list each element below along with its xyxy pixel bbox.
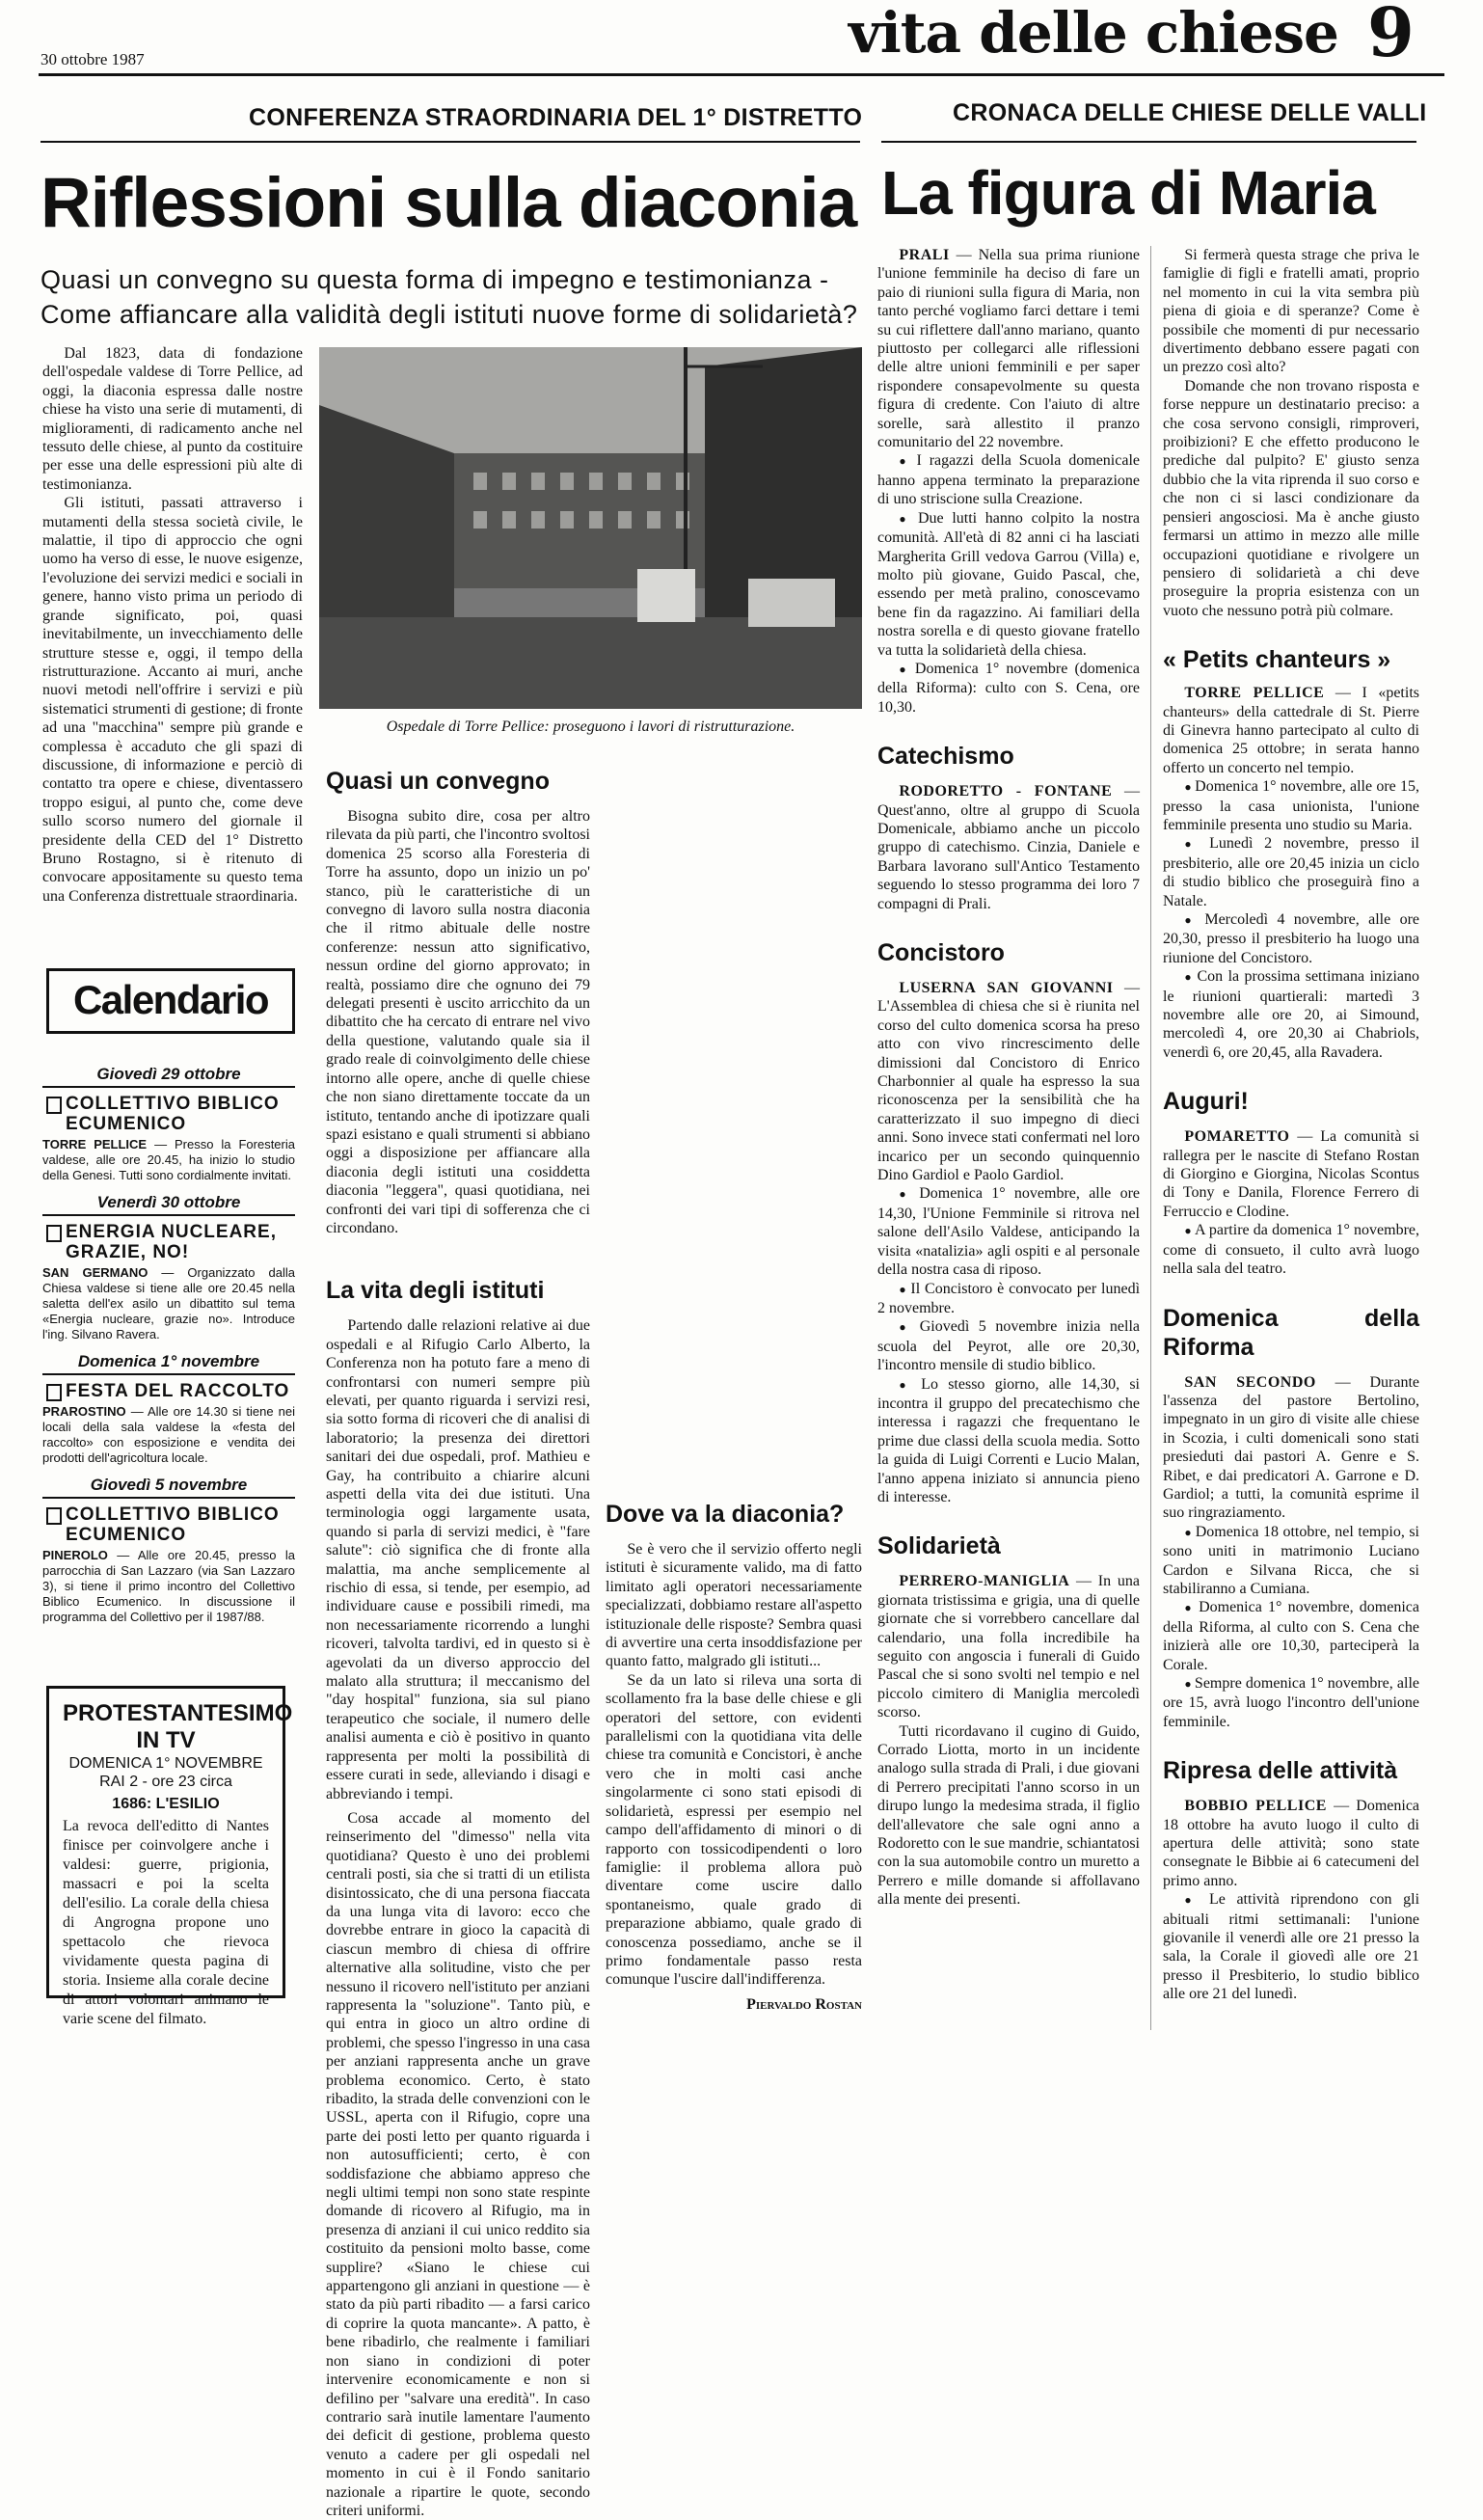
petits-bullet: ● Con la prossima settimana iniziano le riunioni quartierali: martedì 3 novembre alle ore 20, ai Simound, mercoledì 4, ore 20,30 ai Chabriols, venerdì 6, ore 20,45, alla Ravadera. xyxy=(1163,967,1419,1062)
riforma-bullet: ● Domenica 18 ottobre, nel tempio, si sono uniti in matrimonio Luciano Cardon e Silvana Ricca, che si stabiliranno a Cumiana. xyxy=(1163,1523,1419,1599)
hospital-photo xyxy=(319,347,862,709)
calendar-event-title: ENERGIA NUCLEARE, GRAZIE, NO! xyxy=(42,1222,295,1262)
calendar-event-title: FESTA DEL RACCOLTO xyxy=(42,1381,295,1401)
section2-continued xyxy=(606,767,862,1485)
place-name: TORRE PELLICE xyxy=(1184,685,1325,702)
section3-paragraph-1: Se è vero che il servizio offerto negli istituti è sicuramente valido, ma di fatto limitato agli operatori necessariamente specializzati, dobbiamo restare all'aspetto istituzionale delle risposte? Sembra quasi di avvertire una certa insoddisfazione per quanto fatto, malgrado gli istituti... xyxy=(606,1541,862,1670)
calendar-detail: — Alle ore 20.45, presso la parrocchia di San Lazzaro (via San Lazzaro 3), si tiene il primo incontro del Collettivo Biblico Ecumenico. In discussione il programma del Collettivo per il 1987/88. xyxy=(42,1548,295,1624)
calendar-place: PINEROLO xyxy=(42,1548,108,1562)
prali-bullet: ● I ragazzi della Scuola domenicale hanno appena terminato la preparazione di uno striscione sulla Creazione. xyxy=(877,451,1140,508)
tv-description: La revoca dell'editto di Nantes finisce per coinvolgere anche i valdesi: guerre, prigionia, massacri e poi la scelta dell'esilio. La corale della chiesa di Angrogna propone uno spettacolo che rievoca vividamente questa pagina di storia. Insieme alla corale decine di attori volontari animano le varie scene del filmato. xyxy=(63,1818,269,2027)
header-rule xyxy=(39,73,1444,76)
calendar-place: SAN GERMANO xyxy=(42,1265,148,1280)
riforma-bullet: ● Domenica 1° novembre, domenica della Riforma, al culto con S. Cena che inizierà alle ore 10,30, parteciperà la Corale. xyxy=(1163,1598,1419,1674)
ripresa-bullet: ● Le attività riprendono con gli abituali ritmi settimanali: l'unione giovanile il venerdì alle ore 21 presso la sala, la Corale il giovedì alle ore 21 presso il Presbiterio, lo studio biblico alle ore 21 del lunedì. xyxy=(1163,1890,1419,2003)
news-text: — In una giornata tristissima e grigia, una di quelle giornate che si vorrebbero cancellare dal calendario, una folla incredibile ha seguito con angoscia i funerali di Guido Pascal che si sono svolti nel tempio e nel piccolo cimitero di Maniglia mercoledì scorso. xyxy=(877,1573,1140,1721)
solidarieta-news xyxy=(877,1572,1140,1721)
concistoro-bullet: ● Il Concistoro è convocato per lunedì 2 novembre. xyxy=(877,1280,1140,1318)
place-name: POMARETTO xyxy=(1184,1128,1290,1146)
subheading-vita-istituti: La vita degli istituti xyxy=(326,1277,545,1305)
prali-bullet: ● Domenica 1° novembre (domenica della Riforma): culto con S. Cena, ore 10,30. xyxy=(877,660,1140,717)
calendar-event-title: COLLETTIVO BIBLICO ECUMENICO xyxy=(42,1504,295,1545)
page-number: 9 xyxy=(1367,0,1415,72)
calendar-heading-box xyxy=(46,968,295,1034)
reflection-paragraph-1: Si fermerà questa strage che priva le famiglie di figli e fratelli amati, proprio nel momento in cui la vita sembra più piena di gioia e di speranze? Come è possibile che momenti di pur necessario divertimento debbano essere pagati con un prezzo così alto? xyxy=(1163,247,1419,376)
article2-headline: La figura di Maria xyxy=(881,158,1375,228)
subheading-auguri: Auguri! xyxy=(1163,1088,1249,1116)
article1-intro-column xyxy=(42,344,303,906)
section3-paragraph-2: Se da un lato si rileva una sorta di scollamento fra la base delle chiese e gli operatori del settore, con evidenti parallelismi con la quotidiana vita delle chiese tra comunità e Concistori, è anche vero che in molti casi anche singolarmente ci sono stati episodi di solidarietà, espressi per esempio nel campo dell'affidamento di minori o di rapporto con tossicodipendenti o loro famiglie: il problema allora può diventare come uscire dallo spontaneismo, quale grado di preparazione abbiamo, quale grado di conoscenza possediamo, anche se il primo fondamentale passo resta comunque l'uscire dall'indifferenza. xyxy=(606,1671,862,1989)
ripresa-news xyxy=(1163,1797,1419,1890)
place-name: SAN SECONDO xyxy=(1184,1373,1316,1391)
calendar-event-text xyxy=(42,1404,295,1466)
tv-program: 1686: L'ESILIO xyxy=(112,1796,220,1812)
petits-news xyxy=(1163,684,1419,777)
tv-title: PROTESTANTESIMO IN TV xyxy=(63,1700,293,1753)
calendar-detail: — Presso la Foresteria valdese, alle ore 20.45, ha inizio lo studio della Genesi. Tutti sono cordialmente invitati. xyxy=(42,1137,295,1182)
concistoro-news xyxy=(877,979,1140,1184)
calendar-entry xyxy=(42,1065,295,1183)
section2-paragraph-2: Cosa accade al momento del reinserimento del "dimesso" nella vita quotidiana? Questo è uno dei problemi centrali posti, sia che si tratti di un etilista disintossicato, che di una persona fiaccata da una lunga vita di lavoro: ecco che dovrebbe entrare in gioco la capacità di ciascun membro di chiesa di offrire alternative alla solitudine, visto che per nessuno il ricovero nell'istituto per anziani rappresenta la "soluzione". Tanto più, e qui entra in gioco un altro ordine di problemi, che spesso l'ingresso in una casa per anziani rappresenta anche un grave problema economico. Certo, è stato ribadito, la strada delle convenzioni con le USSL, aperta con il Rifugio, copre una parte dei posti letto per quanto riguarda i non autosufficienti; certo, è con soddisfazione che abbiamo appreso che negli ultimi tempi non sono state respinte domande di ricovero al Rifugio, ma in presenza di anziani il cui unico reddito sia costituito da pensioni molto basse, come supplire? «Siano le chiese cui appartengono gli anziani in questione — è stato da più parti ribadito — a farsi carico di coprire la quota mancante». A patto, è bene ribadirlo, che realmente i familiari non siano in condizioni di poter intervenire economicamente e non si defilino per "salvare una eredità". In caso contrario sarà inutile lamentare l'aumento dei deficit di gestione, problema questo venuto a cadere per gli ospedali nel momento in cui è il Fondo sanitario nazionale a ripartire le quote, secondo criteri uniformi. xyxy=(326,1809,590,2519)
section-title: vita delle chiese xyxy=(849,0,1338,66)
subheading-solidarieta: Solidarietà xyxy=(877,1532,1001,1560)
place-name: BOBBIO PELLICE xyxy=(1184,1798,1327,1815)
subheading-ripresa: Ripresa delle attività xyxy=(1163,1757,1398,1785)
calendar-entry xyxy=(42,1352,295,1466)
calendar-day: Giovedì 5 novembre xyxy=(42,1476,295,1499)
auguri-bullet: ● A partire da domenica 1° novembre, come di consueto, il culto avrà luogo nella sala del teatro. xyxy=(1163,1221,1419,1278)
subheading-concistoro: Concistoro xyxy=(877,939,1005,966)
riforma-bullet: ● Sempre domenica 1° novembre, alle ore 15, avrà luogo l'incontro dell'unione femminile. xyxy=(1163,1674,1419,1731)
calendar-event-text xyxy=(42,1137,295,1183)
article2-column-1 xyxy=(877,246,1140,1910)
photo-caption: Ospedale di Torre Pellice: proseguono i lavori di ristrutturazione. xyxy=(386,718,795,735)
section2-paragraph-1: Partendo dalle relazioni relative ai due ospedali e al Rifugio Carlo Alberto, la Conferenza non ha potuto fare a meno di confrontarsi con numeri sempre più elevati, per quanto riguarda i servizi resi, sia sotto forma di ricoveri che di analisi di laboratorio; la presenza dei direttori sanitari dei due ospedali, prof. Mathieu e Gay, ha contribuito a chiarire alcuni aspetti della vita dei due istituti. Una terminologia oggi largamente usata, quando si parla di servizi medici, è "fare salute": ciò significa che di fronte alla malattia, ma anche semplicemente al rischio di essa, si tende, per esempio, ad individuare cause e possibili rimedi, ma non necessariamente ricorrendo a lunghi ricoveri, talvolta tardivi, ed in questo si è agevolati da un diverso approccio del malato alla struttura; il meccanismo del "day hospital" funziona, sia sul piano terapeutico che sociale, il numero delle analisi aumenta e ciò è positivo in quanto rappresenta per molti la possibilità di essere curati in sede, alleviando i disagi e abbreviando i tempi. xyxy=(326,1317,590,1802)
calendar-title: Calendario xyxy=(72,977,269,1022)
section1-paragraph: Bisogna subito dire, cosa per altro rilevata da più parti, che l'incontro svoltosi domenica 25 scorso alla Foresteria di Torre ha assunto, dopo un inizio un po' stanco, più le caratteristiche di un convegno di lavoro sulla nostra diaconia che il ritmo abituale delle nostre conferenze: nessun atto significativo, nessun ordine del giorno approvato; in realtà, possiamo dire che ognuno dei 79 delegati presenti è uscito arricchito da un dibattito che ha cercato di entrare nel vivo della questione, valutando quale sia il grado reale di coinvolgimento delle chiese intorno alle opere, anche di quelle chiese che non siano direttamente toccate da un istituto, tentando anche di ipotizzare quali spazi esistano e quali strumenti si abbiano oggi a disposizione per affiancare alla diaconia degli istituti una cosiddetta diaconia "leggera", quasi quotidiana, nei confronti dei vari tipi di sofferenza che ci circondano. xyxy=(326,808,590,1236)
news-text: — Domenica 18 ottobre ha avuto luogo il culto di apertura delle attività; sono state consegnate le Bibbie ai 6 catecumeni del primo anno. xyxy=(1163,1798,1420,1889)
article1-intro-2: Gli istituti, passati attraverso i mutamenti della stessa società civile, le malattie, il tipo di approccio che ogni uomo ha verso di esse, le nuove esigenze, l'evoluzione dei servizi medici e sociali in genere, hanno visto prima un periodo di grande significato, poi, quasi inevitabilmente, un invecchiamento delle strutture stesse e, oggi, il tempo della ristrutturazione. Accanto ai muri, anche nuovi metodi nell'offrire i servizi e più sistematici strumenti di gestione; di fronte ad una "macchina" sempre più grande e complessa è accaduto che gli spazi di discussione, di informazione e perciò di contatto tra opere e chiese, diventassero troppo esigui, al punto che, come deve sullo scorso numero del giornale il presidente della CED del 1° Distretto Bruno Rostagno, si è ritenuto di convocare appositamente su questo tema una Conferenza distrettuale straordinaria. xyxy=(42,495,303,905)
article1-headline: Riflessioni sulla diaconia xyxy=(40,164,857,242)
article-signature: Piervaldo Rostan xyxy=(746,1995,862,2013)
concistoro-bullet: ● Lo stesso giorno, alle 14,30, si incontra il gruppo del precatechismo che interessa i ragazzi che frequentano le prime due classi della scuola media. Sotto la guida di Luigi Correnti e Lucio Malan, l'anno appena iniziato si annuncia pieno di interesse. xyxy=(877,1375,1140,1507)
petits-bullet: ● Mercoledì 4 novembre, alle ore 20,30, presso il presbiterio ha luogo una riunione del Concistoro. xyxy=(1163,910,1419,967)
news-text: — Durante l'assenza del pastore Bertolino, impegnato in un giro di visite alle chiese in Scozia, i culti domenicali sono stati presieduti dai pastori A. Genre e S. Ribet, e dai predicatori A. Garrone e D. Gardiol; a tutti, la comunità esprime il suo ringraziamento. xyxy=(1163,1373,1419,1522)
news-text: — Nella sua prima riunione l'unione femminile ha deciso di fare un paio di riunioni sulla figura di Maria, non tanto perché vogliamo farci dettare i temi su cui riflettere dall'anno mariano, quanto piuttosto per collegarci alle riflessioni delle altre unioni femminili e per saper rispondere consapevolmente su questa figura di credente. Con l'aiuto di altre sorelle, sarà allestito il pranzo comunitario del 22 novembre. xyxy=(877,247,1141,451)
article1-column-2 xyxy=(326,767,590,2519)
calendar-event-text xyxy=(42,1265,295,1342)
place-name: PRALI xyxy=(899,247,950,263)
article2-column-2 xyxy=(1163,246,1419,2004)
concistoro-bullet: ● Giovedì 5 novembre inizia nella scuola del Peyrot, alle ore 20,30, l'incontro mensile di studio biblico. xyxy=(877,1317,1140,1374)
subheading-domenica-riforma: Domenica della Riforma xyxy=(1163,1304,1419,1361)
concistoro-bullet: ● Domenica 1° novembre, alle ore 14,30, l'Unione Femminile si ritrova nel salone dell'Asilo Valdese, anticipando la visita «natalizia» agli ospiti e al personale della nostra casa di riposo. xyxy=(877,1184,1140,1279)
petits-bullet: ● Lunedì 2 novembre, presso il presbiterio, alle ore 20,45 inizia un ciclo di studio biblico che proseguirà fino a Natale. xyxy=(1163,834,1419,910)
calendar-event-title: COLLETTIVO BIBLICO ECUMENICO xyxy=(42,1094,295,1134)
article1-kicker: CONFERENZA STRAORDINARIA DEL 1° DISTRETTO xyxy=(249,104,863,131)
article1-column-3 xyxy=(606,767,862,2014)
article1-standfirst: Quasi un convegno su questa forma di impegno e testimonianza - Come affiancare alla validità degli istituti nuove forme di solidarietà? xyxy=(40,265,858,329)
reflection-paragraph-2: Domande che non trovano risposta e forse neppure un destinatario preciso: a che cosa servono consigli, rimproveri, proibizioni? E che effetto producono le prediche dal pulpito? E' giusto senza dubbio che la vita riprenda il suo corso e che non ci si lasci condizionare da pensieri angosciosi. Ma è anche giusto fermarsi un attimo in mezzo alle mille occupazioni quotidiane e rivolgere un pensiero di solidarietà a chi deve proseguire la propria esistenza con un vuoto che nessuno potrà più colmare. xyxy=(1163,377,1419,619)
calendar-entry xyxy=(42,1476,295,1625)
prali-bullet: ● Due lutti hanno colpito la nostra comunità. All'età di 82 anni ci ha lasciati Margherita Grill vedova Garrou (Villa) e, molto più giovane, Guido Pascal, che, essendo per metà pralino, conoscevamo bene fin da ragazzino. Ai familiari della nostra sorella e di questo giovane fratello va tutta la solidarietà della chiesa. xyxy=(877,509,1140,660)
kicker-rule-left xyxy=(40,141,860,143)
article1-intro: Dal 1823, data di fondazione dell'ospedale valdese di Torre Pellice, ad oggi, la diaconia espressa dalle nostre chiese ha visto una serie di mutamenti, di miglioramenti, di radicamento anche nel tessuto delle chiese, al punto da costituire per esse una delle espressioni più alte di testimonianza. xyxy=(42,345,303,493)
calendar-day: Giovedì 29 ottobre xyxy=(42,1065,295,1088)
tv-date: DOMENICA 1° NOVEMBRE xyxy=(68,1755,263,1772)
subheading-quasi-un-convegno: Quasi un convegno xyxy=(326,768,550,795)
kicker-rule-right xyxy=(881,141,1416,143)
subheading-dove-va: Dove va la diaconia? xyxy=(606,1501,845,1528)
tv-channel: RAI 2 - ore 23 circa xyxy=(99,1774,232,1790)
place-name: PERRERO-MANIGLIA xyxy=(899,1573,1070,1590)
solidarieta-news-2: Tutti ricordavano il cugino di Guido, Corrado Liotta, morto in un incidente analogo sulla strada di Prali, i due giovani di Perrero precipitati l'anno scorso in un dirupo lungo la medesima strada, il figlio dell'allevatore che sale ogni anno a Rodoretto con le sue mandrie, schiantatosi con la sua automobile contro un muretto a Perrero e mille domande si affollavano alla mente dei presenti. xyxy=(877,1722,1140,1909)
calendar-entry xyxy=(42,1193,295,1342)
news-text: — L'Assemblea di chiesa che si è riunita nel corso del culto domenica scorsa ha preso atto con vivo rincrescimento delle dimissioni dal Concistoro di Enrico Charbonnier al quale ha espresso la sua riconoscenza per la sensibilità che ha caratterizzato il suo impegno di dieci anni. Sono invece stati confermati nel loro incarico per un secondo quinquennio Dino Gardiol e Paolo Gardiol. xyxy=(877,980,1141,1184)
tv-box xyxy=(46,1686,293,2027)
calendar-place: TORRE PELLICE xyxy=(42,1137,148,1152)
calendar-place: PRAROSTINO xyxy=(42,1404,126,1419)
calendar-day: Domenica 1° novembre xyxy=(42,1352,295,1375)
petits-bullet: ● Domenica 1° novembre, alle ore 15, presso la casa unionista, l'unione femminile presenta uno studio su Maria. xyxy=(1163,777,1419,834)
news-text: — La comunità si rallegra per le nascite di Stefano Rostan di Giorgino e Giorgina, Nicolas Scontus di Tony e Danila, Florence Ferrero di Ferruccio e Clodine. xyxy=(1163,1128,1419,1220)
subheading-catechismo: Catechismo xyxy=(877,743,1014,771)
calendar-detail: — Organizzato dalla Chiesa valdese si tiene alle ore 20.45 nella saletta dell'ex asilo un dibattito sul tema «Energia nucleare, grazie no». Introduce l'ing. Silvano Ravera. xyxy=(42,1265,295,1341)
subheading-petits-chanteurs: « Petits chanteurs » xyxy=(1163,646,1391,674)
auguri-news xyxy=(1163,1127,1419,1221)
column-divider xyxy=(1150,246,1151,2030)
riforma-news xyxy=(1163,1373,1419,1523)
calendar-list xyxy=(42,1065,295,1625)
catechismo-news xyxy=(877,782,1140,913)
prali-news xyxy=(877,246,1140,451)
calendar-detail: — Alle ore 14.30 si tiene nei locali della sala valdese la «festa del raccolto» con esposizione e vendita dei prodotti dell'agricoltura locale. xyxy=(42,1404,295,1465)
news-text: — I «petits chanteurs» della cattedrale di St. Pierre di Ginevra hanno partecipato al culto di domenica 25 ottobre; in serata hanno offerto un concerto nel tempio. xyxy=(1163,685,1419,776)
place-name: LUSERNA SAN GIOVANNI xyxy=(899,980,1114,996)
issue-date: 30 ottobre 1987 xyxy=(40,50,145,68)
article2-kicker: CRONACA DELLE CHIESE DELLE VALLI xyxy=(953,99,1427,126)
news-text: — Quest'anno, oltre al gruppo di Scuola Domenicale, abbiamo anche un piccolo gruppo di catechismo. Cinzia, Daniele e Barbara lavorano sull'Antico Testamento seguendo lo stesso programma dei loro 7 compagni di Prali. xyxy=(877,783,1140,912)
calendar-day: Venerdì 30 ottobre xyxy=(42,1193,295,1216)
place-name: RODORETTO - FONTANE xyxy=(899,783,1113,800)
calendar-event-text xyxy=(42,1548,295,1625)
hospital-photo-drawing xyxy=(319,347,862,709)
